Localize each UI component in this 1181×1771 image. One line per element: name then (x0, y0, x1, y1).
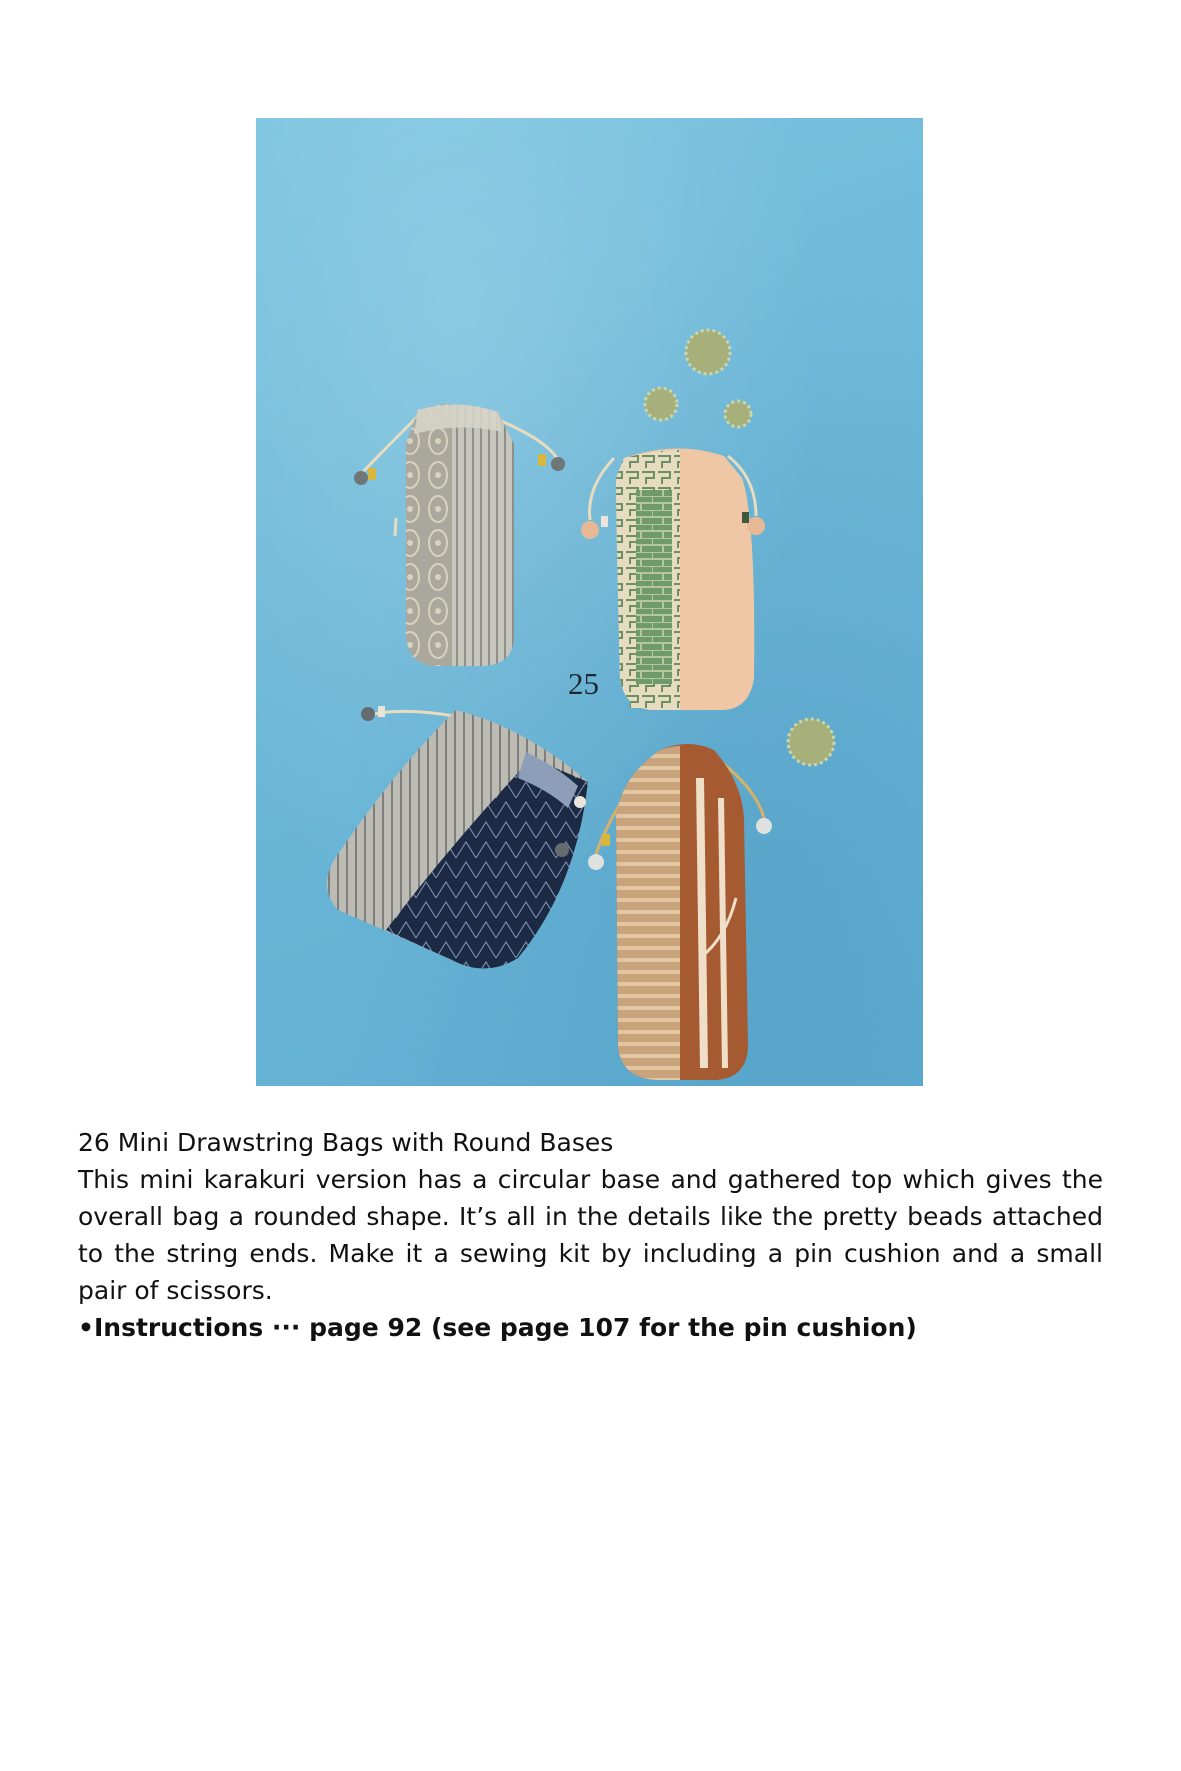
photo-number-label: 25 (568, 666, 599, 701)
photo-illustration (256, 118, 923, 1086)
drawstring-bag-icon (590, 448, 757, 710)
drawstring-bag-icon (596, 744, 764, 1080)
caption-title: 26 Mini Drawstring Bags with Round Bases (78, 1128, 614, 1157)
caption-body: This mini karakuri version has a circular base and gathered top which gives the overall bag a rounded shape. It’s all in the details like the pretty beads attached to the string ends. Make it a sewing kit by including a pin cushion and a small pair of scissors. (78, 1165, 1103, 1305)
product-photo (256, 118, 923, 1086)
instructions-reference: •Instructions ··· page 92 (see page 107 for the pin cushion) (78, 1313, 917, 1342)
drawstring-bag-icon (327, 710, 588, 969)
caption (78, 1124, 1103, 1346)
drawstring-bag-icon (361, 404, 558, 666)
